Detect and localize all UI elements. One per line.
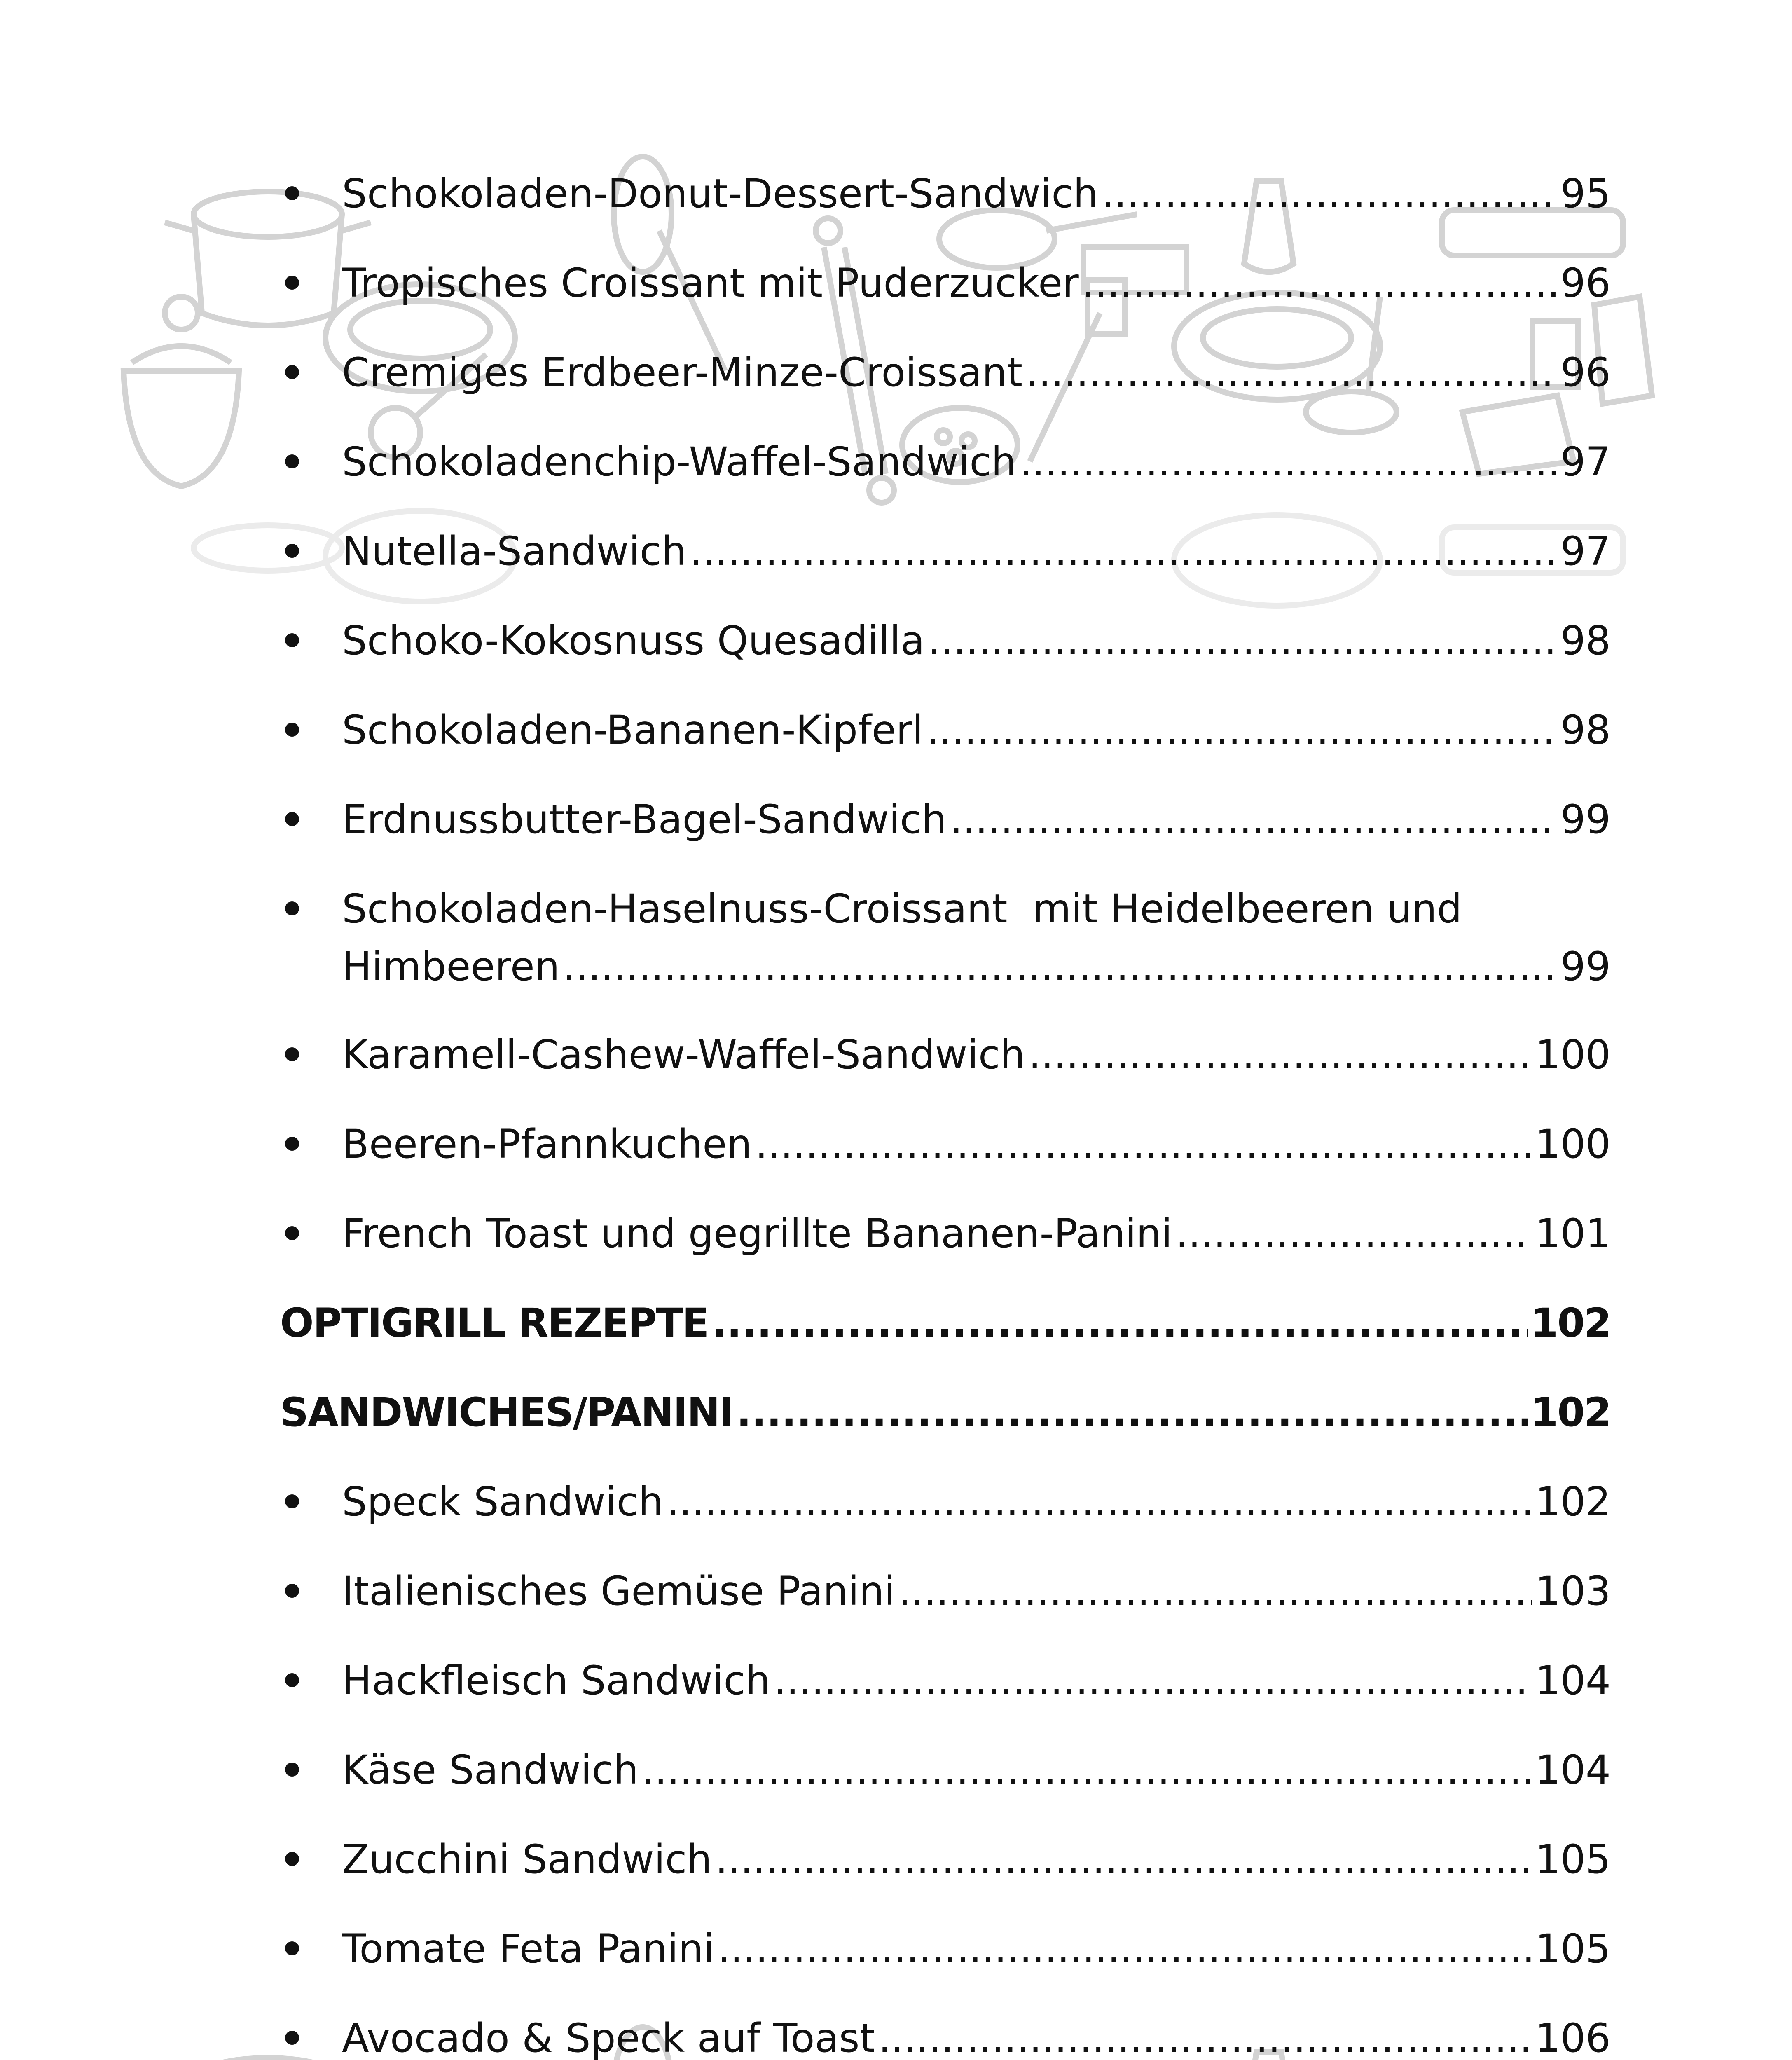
toc-entry-label: Beeren-Pfannkuchen: [342, 1121, 752, 1167]
toc-heading-label: SANDWICHES/PANINI: [280, 1389, 733, 1435]
dot-leader: [1026, 344, 1557, 401]
toc-entry-page: 106: [1535, 2015, 1611, 2060]
dot-leader: [898, 1562, 1532, 1620]
dot-leader: [774, 1652, 1532, 1709]
toc-entry[interactable]: [280, 1205, 1611, 1294]
toc-entry-label: Tomate Feta Panini: [342, 1926, 715, 1972]
dot-leader: [755, 1115, 1532, 1173]
toc-entry[interactable]: [280, 701, 1611, 791]
toc-entry-label: Himbeeren: [342, 943, 560, 990]
toc-entry-label: Schokoladen-Haselnuss-Croissant mit Heidelbeeren und: [342, 886, 1462, 932]
lidded-pot-icon: [124, 297, 239, 486]
toc-entry[interactable]: [280, 1115, 1611, 1205]
toc-entry-page: 97: [1560, 439, 1611, 485]
toc-heading-label: OPTIGRILL REZEPTE: [280, 1300, 709, 1346]
dot-leader: [1020, 433, 1557, 491]
toc-entry[interactable]: [280, 1831, 1611, 1920]
dot-leader: [1028, 1026, 1532, 1084]
toc-entry-page: 98: [1560, 707, 1611, 753]
toc-entry-page: 96: [1560, 349, 1611, 396]
toc-entry[interactable]: [280, 254, 1611, 344]
toc-entry[interactable]: [280, 880, 1611, 1026]
dot-leader: [690, 522, 1557, 580]
toc-entry-label: Schokoladen-Donut-Dessert-Sandwich: [342, 171, 1098, 217]
toc-entry[interactable]: [280, 1741, 1611, 1831]
table-of-contents: [280, 165, 1611, 2060]
toc-entry[interactable]: [280, 1920, 1611, 2009]
toc-entry-page: 100: [1535, 1032, 1611, 1078]
bullet-icon: [285, 276, 299, 290]
toc-entry-page: 105: [1535, 1926, 1611, 1972]
dot-leader: [711, 1294, 1527, 1352]
toc-entry-page: 105: [1535, 1836, 1611, 1882]
toc-entry-label: Avocado & Speck auf Toast: [342, 2015, 875, 2060]
toc-entry-label: French Toast und gegrillte Bananen-Panini: [342, 1210, 1172, 1257]
toc-entry-page: 104: [1535, 1657, 1611, 1704]
bullet-icon: [285, 2031, 299, 2045]
toc-heading-page: 102: [1530, 1389, 1611, 1435]
bullet-icon: [285, 544, 299, 558]
bullet-icon: [285, 1137, 299, 1151]
bullet-icon: [285, 1852, 299, 1866]
bullet-icon: [285, 454, 299, 468]
dot-leader: [1176, 1205, 1532, 1262]
toc-entry-page: 96: [1560, 260, 1611, 306]
bullet-icon: [285, 1494, 299, 1508]
bullet-icon: [285, 1941, 299, 1955]
toc-entry-page: 99: [1560, 943, 1611, 990]
dot-leader: [926, 701, 1557, 759]
toc-entry-page: 100: [1535, 1121, 1611, 1167]
toc-entry-page: 104: [1535, 1747, 1611, 1793]
toc-entry-label: Cremiges Erdbeer-Minze-Croissant: [342, 349, 1023, 396]
toc-entry-label: Italienisches Gemüse Panini: [342, 1568, 895, 1614]
toc-entry-label: Speck Sandwich: [342, 1479, 664, 1525]
dot-leader: [737, 1383, 1528, 1441]
toc-section-heading[interactable]: [280, 1294, 1611, 1383]
toc-heading-page: 102: [1530, 1300, 1611, 1346]
bullet-icon: [285, 1763, 299, 1777]
bullet-icon: [285, 901, 299, 915]
dot-leader: [928, 612, 1557, 670]
toc-entry-label: Erdnussbutter-Bagel-Sandwich: [342, 796, 947, 843]
dot-leader: [563, 938, 1557, 995]
dot-leader: [1102, 165, 1557, 222]
toc-entry[interactable]: [280, 1562, 1611, 1652]
bullet-icon: [285, 633, 299, 647]
toc-entry-label: Karamell-Cashew-Waffel-Sandwich: [342, 1032, 1025, 1078]
toc-entry[interactable]: [280, 522, 1611, 612]
toc-entry-page: 97: [1560, 528, 1611, 574]
bullet-icon: [285, 1226, 299, 1240]
toc-entry-label: Schokoladenchip-Waffel-Sandwich: [342, 439, 1017, 485]
dot-leader: [642, 1741, 1532, 1799]
bullet-icon: [285, 1047, 299, 1061]
dot-leader: [715, 1831, 1532, 1888]
toc-entry-label: Hackfleisch Sandwich: [342, 1657, 771, 1704]
toc-entry-label: Nutella-Sandwich: [342, 528, 687, 574]
toc-entry-label: Tropisches Croissant mit Puderzucker: [342, 260, 1079, 306]
toc-entry[interactable]: [280, 1473, 1611, 1562]
dot-leader: [878, 2009, 1532, 2060]
toc-entry-label: Schoko-Kokosnuss Quesadilla: [342, 618, 925, 664]
toc-entry-page: 102: [1535, 1479, 1611, 1525]
toc-entry[interactable]: [280, 791, 1611, 880]
toc-entry[interactable]: [280, 2009, 1611, 2060]
dot-leader: [718, 1920, 1532, 1978]
toc-entry-page: 103: [1535, 1568, 1611, 1614]
bullet-icon: [285, 723, 299, 737]
toc-entry-page: 101: [1535, 1210, 1611, 1257]
toc-entry-page: 95: [1560, 171, 1611, 217]
dot-leader: [667, 1473, 1532, 1531]
dot-leader: [1082, 254, 1557, 312]
bullet-icon: [285, 812, 299, 826]
toc-entry-label: Zucchini Sandwich: [342, 1836, 712, 1882]
dot-leader: [950, 791, 1557, 848]
toc-entry[interactable]: [280, 1652, 1611, 1741]
toc-entry-label: Schokoladen-Bananen-Kipferl: [342, 707, 924, 753]
toc-entry[interactable]: [280, 612, 1611, 701]
toc-entry-label: Käse Sandwich: [342, 1747, 639, 1793]
bullet-icon: [285, 1673, 299, 1687]
bullet-icon: [285, 1584, 299, 1598]
bullet-icon: [285, 365, 299, 379]
bullet-icon: [285, 186, 299, 200]
toc-entry[interactable]: [280, 344, 1611, 433]
toc-entry-page: 98: [1560, 618, 1611, 664]
toc-entry-page: 99: [1560, 796, 1611, 843]
toc-section-heading[interactable]: [280, 1383, 1611, 1473]
toc-entry[interactable]: [280, 165, 1611, 254]
toc-entry[interactable]: [280, 1026, 1611, 1115]
toc-entry[interactable]: [280, 433, 1611, 522]
